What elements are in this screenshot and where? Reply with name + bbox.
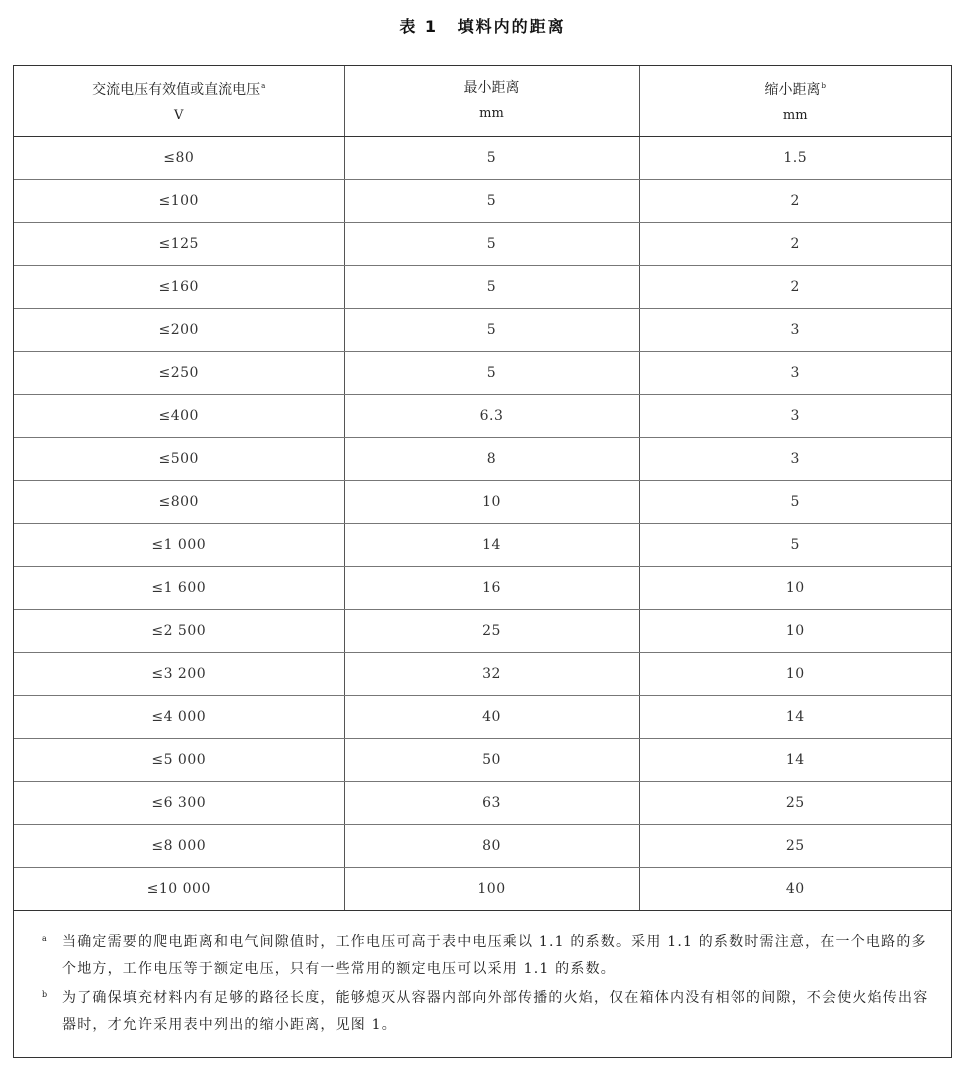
voltage-cell: ≤1 000 — [14, 524, 344, 567]
header-row — [14, 66, 951, 137]
min-distance-cell: 5 — [344, 223, 639, 266]
table-notes — [14, 913, 951, 1041]
voltage-cell: ≤80 — [14, 137, 344, 180]
table-row — [14, 825, 951, 868]
reduced-distance-cell: 10 — [639, 653, 951, 696]
min-distance-cell: 63 — [344, 782, 639, 825]
header-voltage-sup: a — [261, 82, 266, 90]
reduced-distance-cell: 5 — [639, 524, 951, 567]
table-row — [14, 395, 951, 438]
table-row — [14, 610, 951, 653]
voltage-cell: ≤5 000 — [14, 739, 344, 782]
voltage-cell: ≤10 000 — [14, 868, 344, 911]
min-distance-cell: 100 — [344, 868, 639, 911]
note-b-mark: b — [42, 990, 48, 999]
reduced-distance-cell: 2 — [639, 223, 951, 266]
table-row — [14, 868, 951, 911]
table-row — [14, 352, 951, 395]
header-voltage-label: 交流电压有效值或直流电压 — [92, 82, 261, 98]
header-voltage — [14, 66, 344, 137]
reduced-distance-cell: 2 — [639, 266, 951, 309]
voltage-cell: ≤100 — [14, 180, 344, 223]
min-distance-cell: 25 — [344, 610, 639, 653]
voltage-cell: ≤500 — [14, 438, 344, 481]
reduced-distance-cell: 10 — [639, 610, 951, 653]
min-distance-cell: 5 — [344, 309, 639, 352]
table-row — [14, 696, 951, 739]
table-title-text: 填料内的距离 — [457, 17, 566, 36]
voltage-cell: ≤125 — [14, 223, 344, 266]
table-title — [0, 14, 965, 37]
header-min-distance-unit: mm — [479, 106, 504, 121]
reduced-distance-cell: 14 — [639, 739, 951, 782]
table-row — [14, 653, 951, 696]
reduced-distance-cell: 3 — [639, 395, 951, 438]
note-b — [42, 985, 937, 1038]
header-reduced-distance-sup: b — [821, 82, 826, 90]
voltage-cell: ≤200 — [14, 309, 344, 352]
min-distance-cell: 5 — [344, 266, 639, 309]
min-distance-cell: 32 — [344, 653, 639, 696]
table-row — [14, 309, 951, 352]
min-distance-cell: 50 — [344, 739, 639, 782]
note-b-text: 为了确保填充材料内有足够的路径长度，能够熄灭从容器内部向外部传播的火焰，仅在箱体内没有相邻的间隙，不会使火焰传出容器时，才允许采用表中列出的缩小距离，见图 1。 — [62, 990, 929, 1033]
note-a-text: 当确定需要的爬电距离和电气间隙值时，工作电压可高于表中电压乘以 1.1 的系数。采用 1.1 的系数时需注意，在一个电路的多个地方，工作电压等于额定电压，只有一些常用的额定电压可以采用 1.1 的系数。 — [62, 934, 927, 977]
distance-table — [14, 66, 951, 911]
table-row — [14, 524, 951, 567]
table-row — [14, 438, 951, 481]
reduced-distance-cell: 2 — [639, 180, 951, 223]
voltage-cell: ≤6 300 — [14, 782, 344, 825]
reduced-distance-cell: 25 — [639, 825, 951, 868]
table-row — [14, 180, 951, 223]
min-distance-cell: 8 — [344, 438, 639, 481]
table-row — [14, 481, 951, 524]
header-min-distance — [344, 66, 639, 137]
header-min-distance-label: 最小距离 — [463, 80, 520, 96]
voltage-cell: ≤8 000 — [14, 825, 344, 868]
min-distance-cell: 10 — [344, 481, 639, 524]
table-row — [14, 567, 951, 610]
min-distance-cell: 5 — [344, 137, 639, 180]
reduced-distance-cell: 14 — [639, 696, 951, 739]
note-a-mark: a — [42, 934, 47, 943]
note-a — [42, 929, 937, 982]
voltage-cell: ≤4 000 — [14, 696, 344, 739]
table-row — [14, 266, 951, 309]
table-row — [14, 137, 951, 180]
table-row — [14, 782, 951, 825]
min-distance-cell: 16 — [344, 567, 639, 610]
voltage-cell: ≤160 — [14, 266, 344, 309]
header-reduced-distance-label: 缩小距离 — [764, 82, 821, 98]
voltage-cell: ≤250 — [14, 352, 344, 395]
min-distance-cell: 80 — [344, 825, 639, 868]
reduced-distance-cell: 1.5 — [639, 137, 951, 180]
min-distance-cell: 5 — [344, 352, 639, 395]
header-voltage-unit: V — [174, 108, 184, 123]
header-reduced-distance — [639, 66, 951, 137]
table-row — [14, 223, 951, 266]
voltage-cell: ≤1 600 — [14, 567, 344, 610]
min-distance-cell: 5 — [344, 180, 639, 223]
table-frame — [13, 65, 952, 1058]
reduced-distance-cell: 3 — [639, 352, 951, 395]
voltage-cell: ≤2 500 — [14, 610, 344, 653]
header-reduced-distance-unit: mm — [782, 108, 808, 123]
min-distance-cell: 40 — [344, 696, 639, 739]
voltage-cell: ≤800 — [14, 481, 344, 524]
table-row — [14, 739, 951, 782]
voltage-cell: ≤3 200 — [14, 653, 344, 696]
reduced-distance-cell: 3 — [639, 438, 951, 481]
reduced-distance-cell: 10 — [639, 567, 951, 610]
min-distance-cell: 14 — [344, 524, 639, 567]
reduced-distance-cell: 5 — [639, 481, 951, 524]
reduced-distance-cell: 3 — [639, 309, 951, 352]
table-number: 表 1 — [399, 17, 439, 36]
voltage-cell: ≤400 — [14, 395, 344, 438]
reduced-distance-cell: 40 — [639, 868, 951, 911]
table-body — [14, 137, 951, 911]
reduced-distance-cell: 25 — [639, 782, 951, 825]
min-distance-cell: 6.3 — [344, 395, 639, 438]
